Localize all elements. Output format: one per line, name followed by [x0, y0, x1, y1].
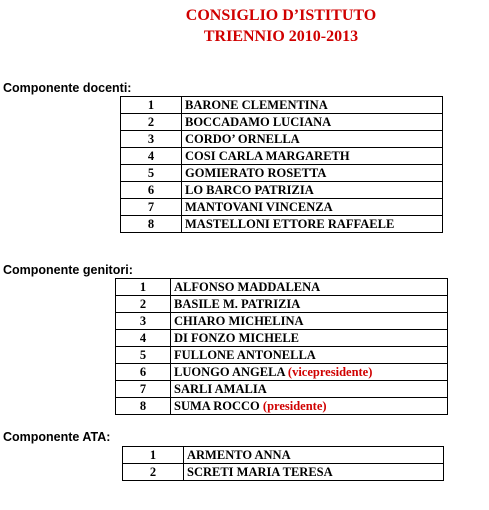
table-row [121, 216, 443, 233]
member-number: 4 [121, 148, 182, 165]
member-name: MANTOVANI VINCENZA [185, 200, 333, 214]
member-number: 6 [121, 182, 182, 199]
member-cell [184, 447, 444, 464]
member-role: (vicepresidente) [287, 365, 373, 379]
member-name: SARLI AMALIA [174, 382, 267, 396]
member-cell [171, 398, 448, 415]
docenti-table [120, 96, 443, 233]
member-name: COSI CARLA MARGARETH [185, 149, 350, 163]
member-cell [171, 364, 448, 381]
table-row [116, 296, 448, 313]
member-name: SUMA ROCCO [174, 399, 260, 413]
member-name: BASILE M. PATRIZIA [174, 297, 301, 311]
table-row [116, 364, 448, 381]
section-heading-genitori: Componente genitori: [3, 263, 133, 277]
member-cell [184, 464, 444, 481]
table-row [116, 279, 448, 296]
table-row [116, 381, 448, 398]
member-name: BARONE CLEMENTINA [185, 98, 328, 112]
member-name: BOCCADAMO LUCIANA [185, 115, 332, 129]
member-name: CORDO’ ORNELLA [185, 132, 300, 146]
member-number: 8 [121, 216, 182, 233]
member-number: 3 [116, 313, 171, 330]
section-heading-ata: Componente ATA: [3, 430, 111, 444]
table-row [121, 182, 443, 199]
member-cell [171, 313, 448, 330]
ata-table [122, 446, 444, 481]
table-row [116, 330, 448, 347]
document-subtitle: TRIENNIO 2010-2013 [203, 28, 359, 45]
member-name: ARMENTO ANNA [187, 448, 291, 462]
table-row [121, 199, 443, 216]
member-number: 1 [121, 97, 182, 114]
member-number: 2 [121, 114, 182, 131]
member-cell [182, 148, 443, 165]
member-number: 2 [123, 464, 184, 481]
member-number: 6 [116, 364, 171, 381]
table-row [121, 97, 443, 114]
table-row [116, 398, 448, 415]
table-row [123, 464, 444, 481]
table-row [116, 313, 448, 330]
member-name: CHIARO MICHELINA [174, 314, 304, 328]
member-name: LUONGO ANGELA [174, 365, 285, 379]
member-role: (presidente) [262, 399, 327, 413]
table-row [116, 347, 448, 364]
member-cell [182, 97, 443, 114]
member-number: 7 [121, 199, 182, 216]
member-cell [171, 347, 448, 364]
member-number: 1 [116, 279, 171, 296]
section-heading-docenti: Componente docenti: [3, 81, 132, 95]
member-cell [182, 131, 443, 148]
member-cell [171, 381, 448, 398]
member-name: SCRETI MARIA TERESA [187, 465, 333, 479]
member-number: 5 [121, 165, 182, 182]
member-number: 1 [123, 447, 184, 464]
table-row [121, 114, 443, 131]
genitori-table [115, 278, 448, 415]
table-row [121, 165, 443, 182]
member-cell [171, 330, 448, 347]
document-title: CONSIGLIO D’ISTITUTO [185, 7, 377, 24]
member-name: GOMIERATO ROSETTA [185, 166, 327, 180]
member-number: 2 [116, 296, 171, 313]
member-cell [171, 296, 448, 313]
member-number: 7 [116, 381, 171, 398]
member-cell [182, 114, 443, 131]
member-number: 8 [116, 398, 171, 415]
member-cell [171, 279, 448, 296]
member-number: 5 [116, 347, 171, 364]
table-row [123, 447, 444, 464]
member-name: LO BARCO PATRIZIA [185, 183, 314, 197]
table-row [121, 131, 443, 148]
member-cell [182, 182, 443, 199]
member-cell [182, 165, 443, 182]
member-cell [182, 216, 443, 233]
member-number: 3 [121, 131, 182, 148]
member-name: MASTELLONI ETTORE RAFFAELE [185, 217, 395, 231]
member-number: 4 [116, 330, 171, 347]
table-row [121, 148, 443, 165]
member-cell [182, 199, 443, 216]
member-name: ALFONSO MADDALENA [174, 280, 321, 294]
member-name: FULLONE ANTONELLA [174, 348, 316, 362]
member-name: DI FONZO MICHELE [174, 331, 300, 345]
